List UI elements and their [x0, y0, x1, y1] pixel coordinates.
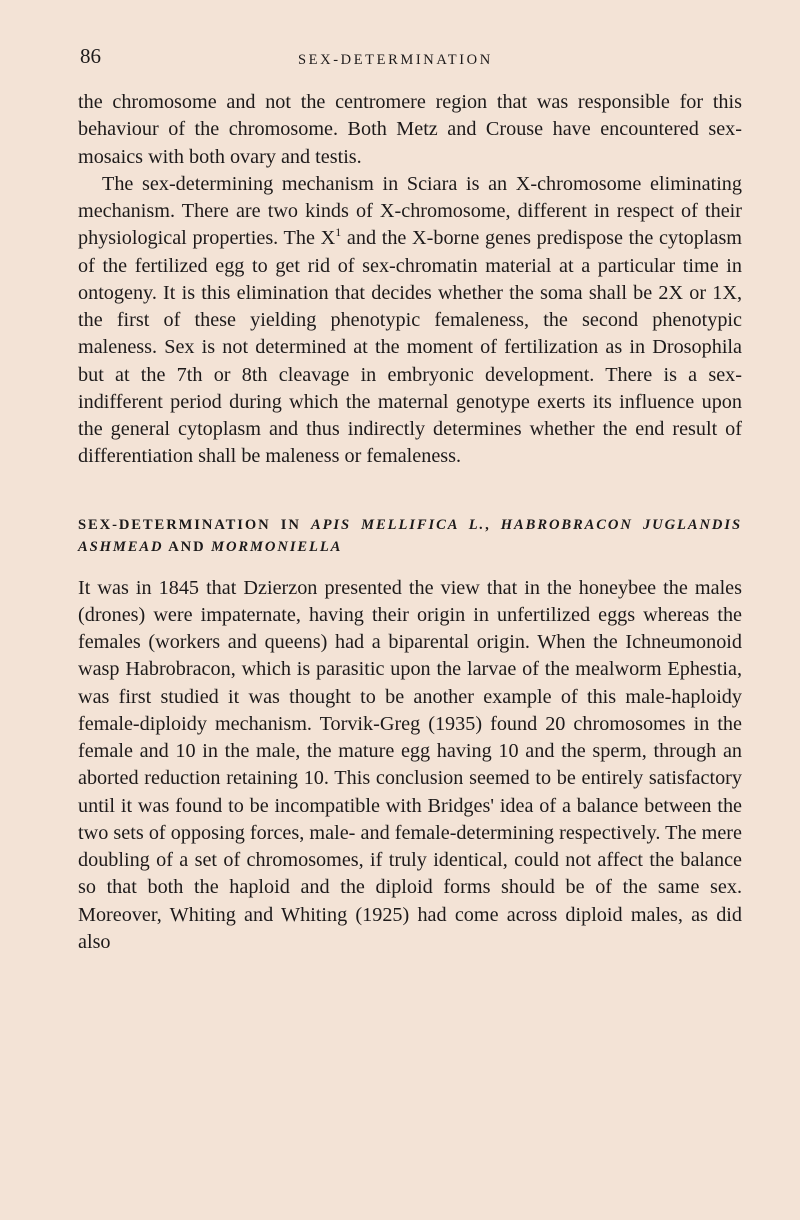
book-page: [78, 40, 742, 956]
section-heading-conjunction: AND: [163, 538, 212, 555]
species-mormoniella: MORMONIELLA: [211, 538, 343, 555]
paragraph-sciara-text-start: The sex-determining mechanism in Sciara is an X-chromosome eliminating mechanism. There are two kinds of X-chromosome, different in respect of their physiological properties. The X: [78, 172, 742, 250]
page-number: 86: [80, 44, 101, 68]
paragraph-sciara: [78, 171, 742, 471]
running-head: [78, 40, 742, 80]
species-apis: APIS MELLIFICA L.: [310, 516, 486, 533]
paragraph-sciara-text-end: and the X-borne genes predispose the cytoplasm of the fertilized egg to get rid of sex-chromatin material at a particular time in ontogeny. It is this elimination that decides whether the soma shall be 2X or 1X, the first of these yielding phenotypic femaleness, the second phenotypic maleness. Sex is not determined at the moment of fertilization as in Drosophila but at the 7th or 8th cleavage in embryonic development. There is a sex-indifferent period during which the maternal genotype exerts its influence upon the general cytoplasm and thus indirectly determines whether the end result of differentiation shall be maleness or femaleness.: [78, 227, 743, 468]
section-heading: [78, 514, 742, 558]
superscript-one: 1: [335, 224, 342, 239]
paragraph-continuation: the chromosome and not the centromere region that was responsible for this behaviour of the chromosome. Both Metz and Crouse have encountered sex-mosaics with both ovary and testis.: [78, 91, 742, 168]
species-habrobracon: HABROBRACON JUGLANDIS ASHMEAD: [78, 516, 742, 555]
running-title: SEX-DETERMINATION: [298, 52, 493, 68]
paragraph-honeybee: It was in 1845 that Dzierzon presented the view that in the honeybee the males (drones) were impaternate, having their origin in unfertilized eggs whereas the females (workers and queens) had a biparental origin. When the Ichneumonoid wasp Habrobracon, which is parasitic upon the larvae of the mealworm Ephestia, was first studied it was thought to be another example of this male-haploidy female-diploidy mechanism. Torvik-Greg (1935) found 20 chromosomes in the female and 10 in the male, the mature egg having 10 and the sperm, through an aborted reduction retaining 10. This conclusion seemed to be entirely satisfactory until it was found to be incompatible with Bridges' idea of a balance between the two sets of opposing forces, male- and female-determining respectively. The mere doubling of a set of chromosomes, if truly identical, could not affect the balance so that both the haploid and the diploid forms should be of the same sex. Moreover, Whiting and Whiting (1925) had come across diploid males, as did also: [78, 576, 742, 953]
section-heading-separator: ,: [485, 516, 501, 533]
section-heading-prefix: SEX-DETERMINATION IN: [78, 516, 311, 533]
